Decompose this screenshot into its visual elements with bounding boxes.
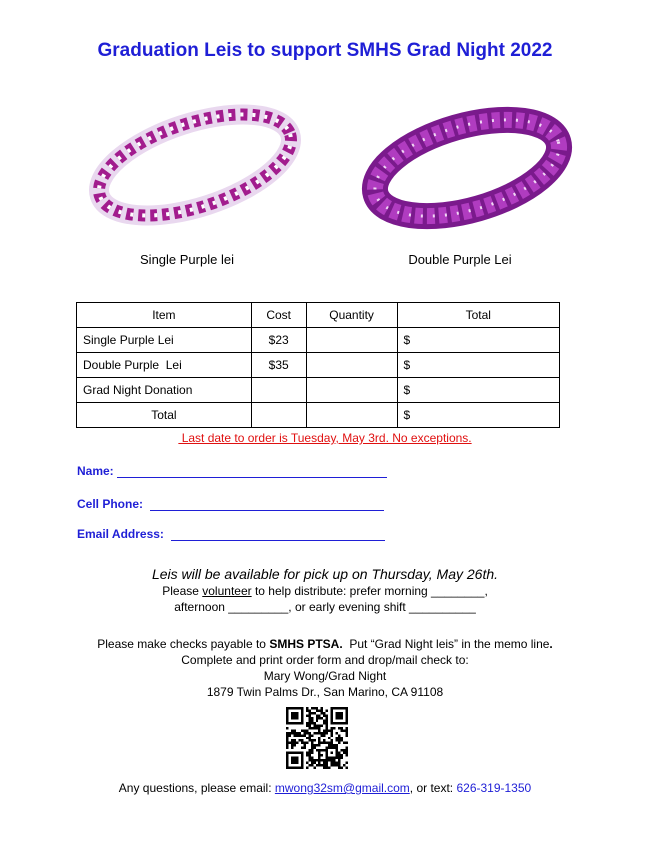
table-header-row [77, 303, 560, 328]
volunteer-word: volunteer [202, 584, 252, 598]
page-title: Graduation Leis to support SMHS Grad Night 2022 [97, 40, 553, 61]
item-cell: Single Purple Lei [77, 328, 252, 353]
double-lei-caption: Double Purple Lei [408, 252, 512, 267]
volunteer-line-2: afternoon _________, or early evening shift __________ [174, 600, 476, 614]
payment-suffix: Put “Grad Night leis” in the memo line [342, 637, 550, 651]
cost-cell [251, 403, 306, 428]
cost-cell: $35 [251, 353, 306, 378]
header-item: Item [77, 303, 252, 328]
quantity-cell[interactable] [306, 403, 397, 428]
volunteer-please: Please [162, 584, 203, 598]
cost-cell [251, 378, 306, 403]
total-cell[interactable]: $ [397, 378, 559, 403]
cost-cell: $23 [251, 328, 306, 353]
contact-prefix: Any questions, please email: [118, 781, 275, 795]
table-row [77, 328, 560, 353]
total-cell[interactable]: $ [397, 403, 559, 428]
header-quantity: Quantity [306, 303, 397, 328]
qr-code [286, 707, 348, 769]
header-cost: Cost [251, 303, 306, 328]
quantity-cell[interactable] [306, 378, 397, 403]
name-field[interactable] [77, 464, 387, 478]
order-deadline: Last date to order is Tuesday, May 3rd. No exceptions. [178, 431, 472, 445]
payment-line-3: Mary Wong/Grad Night [263, 669, 387, 683]
email-field[interactable] [77, 527, 385, 541]
contact-email-link[interactable]: mwong32sm@gmail.com [274, 781, 410, 795]
contact-phone[interactable]: 626-319-1350 [456, 781, 532, 795]
table-row [77, 378, 560, 403]
total-cell[interactable]: $ [397, 353, 559, 378]
table-row [77, 403, 560, 428]
double-lei-image [355, 96, 580, 241]
total-cell[interactable]: $ [397, 328, 559, 353]
order-table [76, 302, 560, 428]
payment-payee: SMHS PTSA. [269, 637, 343, 651]
quantity-cell[interactable] [306, 353, 397, 378]
single-lei-caption: Single Purple lei [140, 252, 234, 267]
item-cell: Total [77, 403, 252, 428]
cell-phone-line[interactable] [150, 498, 384, 511]
cell-phone-label: Cell Phone: [77, 497, 144, 511]
pickup-headline: Leis will be available for pick up on Thursday, May 26th. [151, 566, 499, 582]
single-lei-image [80, 93, 310, 238]
payment-line-1 [0, 637, 650, 651]
header-total: Total [397, 303, 559, 328]
name-line[interactable] [117, 465, 387, 478]
payment-prefix: Please make checks payable to [97, 637, 270, 651]
quantity-cell[interactable] [306, 328, 397, 353]
email-label: Email Address: [77, 527, 164, 541]
payment-line-2: Complete and print order form and drop/mail check to: [181, 653, 469, 667]
volunteer-line-1 [0, 584, 650, 598]
payment-period: . [549, 637, 553, 651]
item-cell: Grad Night Donation [77, 378, 252, 403]
name-label: Name: [77, 464, 114, 478]
item-cell: Double Purple Lei [77, 353, 252, 378]
contact-line [0, 781, 650, 795]
email-line[interactable] [171, 528, 385, 541]
table-row [77, 353, 560, 378]
volunteer-rest: to help distribute: prefer morning ________, [251, 584, 488, 598]
cell-phone-field[interactable] [77, 497, 384, 511]
contact-middle: , or text: [409, 781, 457, 795]
payment-line-4: 1879 Twin Palms Dr., San Marino, CA 91108 [206, 685, 444, 699]
